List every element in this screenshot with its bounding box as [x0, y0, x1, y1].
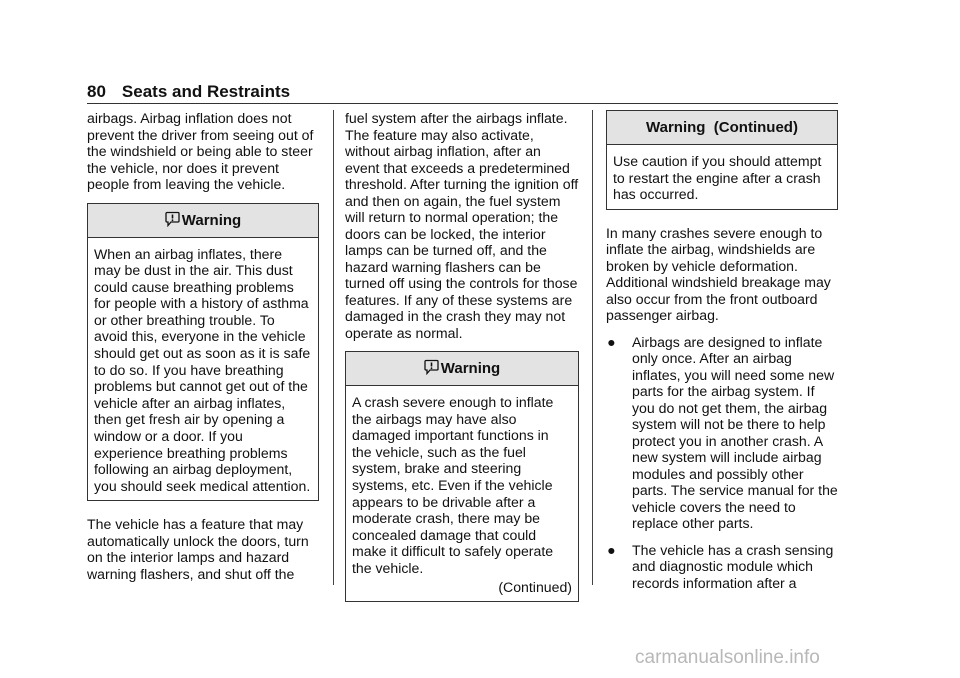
column-divider-1: [333, 110, 334, 585]
column-2: [345, 110, 579, 617]
bullet-marker: ●: [607, 333, 616, 350]
warning-speech-icon: [424, 359, 439, 375]
warning-text: A crash severe enough to inflate the airbags may have also damaged important functions in the vehicle, such as the fuel system, brake and steering systems, etc. Even if the vehicle appears to be drivable after a moderate crash, there may be concealed damage that could make it difficult to safely operate the vehicle.: [352, 394, 554, 576]
warning-header: [346, 352, 578, 386]
bullet-marker: ●: [607, 541, 616, 558]
warning-title: Warning: [181, 211, 242, 229]
warning-title: Warning: [440, 360, 501, 377]
continued-label: (Continued): [498, 578, 572, 595]
watermark: carmanualsonline.info: [635, 647, 820, 668]
column-1: [87, 110, 319, 592]
body-paragraph: In many crashes severe enough to inflate the airbag, windshields are broken by vehicle deformation. Additional windshield breakage may also occur from the front outboard passenger airbag.: [606, 224, 831, 324]
warning-body: [346, 386, 578, 601]
body-paragraph: airbags. Airbag inflation does not prevent the driver from seeing out of the windshield or being able to steer the vehicle, nor does it prevent people from leaving the vehicle.: [87, 110, 314, 192]
warning-body: When an airbag inflates, there may be dust in the air. This dust could cause breathing problems for people with a history of asthma or other breathing trouble. To avoid this, everyone in the vehicle should get out as soon as it is safe to do so. If you have breathing problems but cannot get out of the vehicle after an airbag inflates, then get fresh air by opening a window or a door. If you experience breathing problems following an airbag deployment, you should seek medical attention.: [94, 245, 311, 494]
header-rule: [87, 103, 838, 104]
list-item: [606, 542, 838, 592]
column-3: [606, 110, 838, 601]
list-item-text: The vehicle has a crash sensing and diagnostic module which records information after a: [632, 541, 834, 591]
body-paragraph: fuel system after the airbags inflate. The feature may also activate, without airbag inflation, after an event that exceeds a predetermined threshold. After turning the ignition off and then on again, the fuel system will return to normal operation; the doors can be locked, the interior lamps can be turned off, and the hazard warning flashers can be turned off using the controls for those features. If any of these systems are damaged in the crash they may not operate as normal.: [345, 110, 579, 341]
warning-header: [88, 204, 318, 238]
column-divider-2: [592, 110, 593, 585]
bullet-list: [606, 334, 838, 592]
warning-box: [345, 351, 579, 602]
body-paragraph: The vehicle has a feature that may automatically unlock the doors, turn on the interior lamps and hazard warning flashers, and shut off the: [87, 516, 309, 582]
page-number: 80: [87, 82, 106, 101]
warning-box: [87, 203, 319, 502]
section-title: Seats and Restraints: [121, 82, 291, 101]
list-item-text: Airbags are designed to inflate only once. After an airbag inflates, you will need some new parts for the airbag system. If you do not get them, the airbag system will not be there to help protect you in another crash. A new system will include airbag modules and possibly other parts. The service manual for the vehicle covers the need to replace other parts.: [632, 333, 838, 532]
warning-speech-icon: [165, 211, 180, 227]
warning-header: Warning (Continued): [607, 111, 837, 145]
warning-body: Use caution if you should attempt to restart the engine after a crash has occurred.: [613, 153, 822, 203]
page-header: [87, 82, 290, 102]
list-item: [606, 334, 838, 532]
warning-box-continued: [606, 110, 838, 210]
